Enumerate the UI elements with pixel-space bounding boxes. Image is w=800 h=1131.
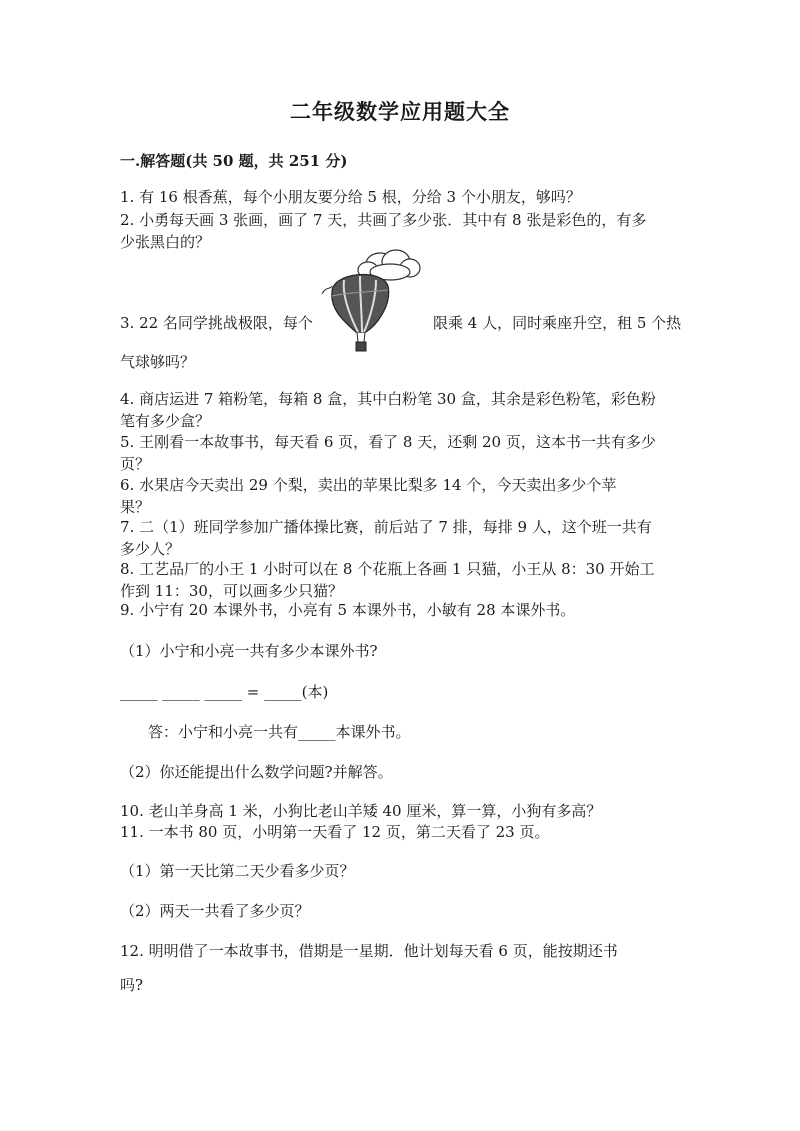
question-12-line-2: 吗? [120,976,144,994]
question-9: 9. 小宁有 20 本课外书，小亮有 5 本课外书，小敏有 28 本课外书。 [120,601,576,619]
question-4-line-1: 4. 商店运进 7 箱粉笔，每箱 8 盒，其中白粉笔 30 盒，其余是彩色粉笔，彩色粉 [120,390,656,408]
question-1: 1. 有 16 根香蕉，每个小朋友要分给 5 根，分给 3 个小朋友，够吗？ [120,188,581,206]
section-heading: 一.解答题(共 50 题，共 251 分) [120,152,348,170]
question-5-line-2: 页？ [120,455,151,473]
question-6-line-1: 6. 水果店今天卖出 29 个梨，卖出的苹果比梨多 14 个，今天卖出多少个苹 [120,476,617,494]
question-12-line-1: 12. 明明借了一本故事书，借期是一星期．他计划每天看 6 页，能按期还书 [120,942,618,960]
question-6-line-2: 果？ [120,498,151,516]
question-9-part-2: （2）你还能提出什么数学问题?并解答。 [120,763,393,781]
question-2-line-1: 2. 小勇每天画 3 张画，画了 7 天，共画了多少张．其中有 8 张是彩色的，有多 [120,211,647,229]
question-3-line-2: 气球够吗？ [120,353,196,371]
page-title: 二年级数学应用题大全 [290,99,510,124]
answer-blank-equation: _____ _____ _____ = _____(本) [120,683,329,701]
question-11-part-1: （1）第一天比第二天少看多少页？ [120,862,355,880]
question-5-line-1: 5. 王刚看一本故事书，每天看 6 页，看了 8 天，还剩 20 页，这本书一共有多少 [120,433,656,451]
question-8-line-2: 作到 11：30，可以画多少只猫？ [120,582,343,600]
question-11-part-2: （2）两天一共看了多少页？ [120,902,310,920]
question-10: 10. 老山羊身高 1 米，小狗比老山羊矮 40 厘米，算一算，小狗有多高？ [120,802,602,820]
question-2-line-2: 少张黑白的？ [120,233,211,251]
hot-air-balloon-icon [320,246,424,354]
question-3-line-1a: 3. 22 名同学挑战极限，每个 [120,314,313,332]
question-7-line-1: 7. 二（1）班同学参加广播体操比赛，前后站了 7 排，每排 9 人，这个班一共有 [120,518,652,536]
question-7-line-2: 多少人？ [120,540,181,558]
question-4-line-2: 笔有多少盒？ [120,412,211,430]
question-9-part-1: （1）小宁和小亮一共有多少本课外书? [120,642,378,660]
question-11: 11. 一本书 80 页，小明第一天看了 12 页，第二天看了 23 页。 [120,823,550,841]
answer-sentence: 答：小宁和小亮一共有_____本课外书。 [148,723,411,741]
question-3-line-1b: 限乘 4 人，同时乘座升空，租 5 个热 [433,314,682,332]
question-8-line-1: 8. 工艺品厂的小王 1 小时可以在 8 个花瓶上各画 1 只猫，小王从 8：30 开始工 [120,560,655,578]
